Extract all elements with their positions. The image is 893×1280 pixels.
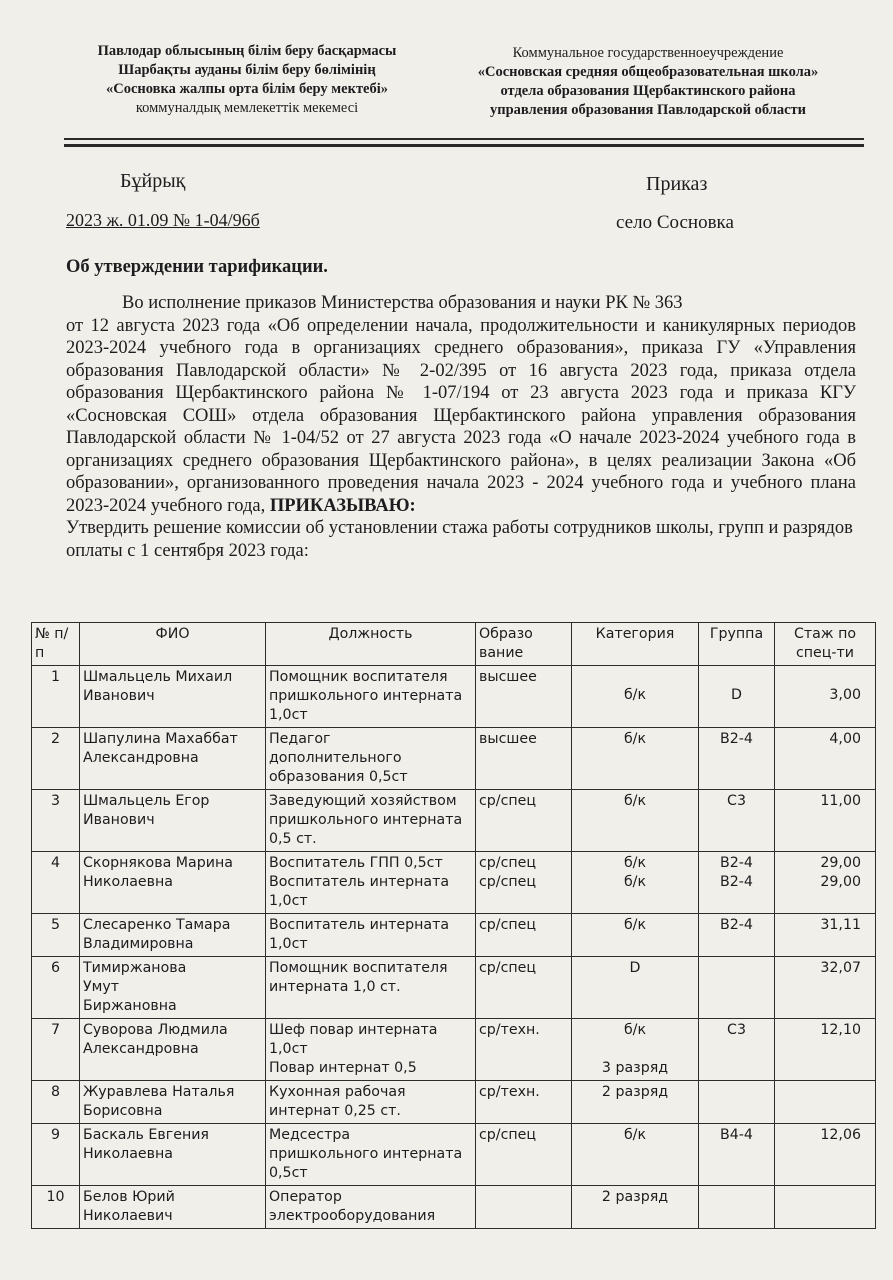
order-word: ПРИКАЗЫВАЮ: [269, 495, 416, 516]
cell-category-line: 3 разряд [601, 1060, 669, 1076]
header-stazh: Стаж по спец-ти [775, 623, 876, 666]
header-kz-line: Шарбақты ауданы білім беру бөлімінің [118, 62, 376, 78]
cell-position-line: Помощник воспитателя [269, 669, 448, 685]
header-ru [428, 44, 868, 120]
order-subject: Об утверждении тарификации. [66, 257, 328, 277]
header-kz-line: «Сосновка жалпы орта білім беру мектебі» [105, 81, 389, 97]
cell-fio [80, 1019, 266, 1081]
cell-category-line: 2 разряд [601, 1084, 669, 1100]
cell-fio [80, 1081, 266, 1124]
cell-stazh-line: 11,00 [820, 793, 861, 809]
cell-category-line: б/к [623, 687, 647, 703]
cell-fio-line: Суворова Людмила [83, 1022, 228, 1038]
cell-position [266, 1081, 476, 1124]
cell-category [572, 914, 699, 957]
cell-stazh [775, 914, 876, 957]
header-num: № п/п [32, 623, 80, 666]
header-fio: ФИО [80, 623, 266, 666]
header-group: Группа [699, 623, 775, 666]
cell-category-line: б/к [623, 731, 647, 747]
cell-position [266, 1124, 476, 1186]
cell-position-line: 0,5ст [269, 1165, 308, 1181]
cell-education [476, 1124, 572, 1186]
cell-position-line: Воспитатель интерната [269, 874, 450, 890]
cell-position [266, 852, 476, 914]
cell-fio [80, 852, 266, 914]
cell-education [476, 1186, 572, 1229]
cell-group-line: В2-4 [720, 874, 753, 890]
cell-education-line: ср/спец [479, 960, 537, 976]
tariff-table [31, 622, 876, 1229]
cell-stazh-line [778, 1188, 861, 1207]
body-intro: Во исполнение приказов Министерства образования и науки РК № 363 [122, 293, 683, 313]
cell-group-line: С3 [727, 793, 746, 809]
cell-group [699, 790, 775, 852]
cell-stazh-line: 31,11 [820, 917, 861, 933]
order-body [66, 292, 856, 562]
cell-fio [80, 1186, 266, 1229]
cell-group-line [702, 1188, 771, 1207]
cell-stazh-line: 12,06 [820, 1127, 861, 1143]
cell-fio-line: Иванович [83, 688, 155, 704]
cell-category-line: б/к [623, 1022, 647, 1038]
cell-stazh [775, 728, 876, 790]
cell-position-line: пришкольного интерната [269, 1146, 463, 1162]
cell-position-line: Воспитатель ГПП 0,5ст [269, 855, 443, 871]
cell-position-line: Педагог [269, 731, 331, 747]
cell-category-line: б/к [623, 855, 647, 871]
cell-position-line: Оператор [269, 1189, 342, 1205]
cell-position-line: Медсестра [269, 1127, 351, 1143]
cell-fio-line: Иванович [83, 812, 155, 828]
cell-stazh [775, 1081, 876, 1124]
cell-fio [80, 790, 266, 852]
table-row [32, 666, 876, 728]
cell-fio-line: Александровна [83, 1041, 199, 1057]
cell-group [699, 728, 775, 790]
cell-position-line: интерната 1,0 ст. [269, 979, 401, 995]
cell-group-line: D [731, 687, 742, 703]
cell-fio-line: Белов Юрий [83, 1189, 175, 1205]
table-body [32, 666, 876, 1229]
cell-position-line: интернат 0,25 ст. [269, 1103, 401, 1119]
cell-category [572, 1124, 699, 1186]
cell-fio-line: Николаевна [83, 874, 173, 890]
cell-education-line: ср/спец [479, 874, 537, 890]
table-row [32, 728, 876, 790]
cell-group [699, 1019, 775, 1081]
cell-group [699, 1186, 775, 1229]
cell-category [572, 1186, 699, 1229]
cell-category [572, 728, 699, 790]
cell-stazh [775, 666, 876, 728]
body-paragraph [66, 315, 856, 518]
table-row [32, 1186, 876, 1229]
cell-position [266, 1019, 476, 1081]
cell-education [476, 728, 572, 790]
table-row [32, 1124, 876, 1186]
header-kz-line: коммуналдық мемлекеттік мекемесі [135, 100, 359, 116]
cell-position-line: 0,5 ст. [269, 831, 317, 847]
cell-group [699, 666, 775, 728]
cell-fio-line: Слесаренко Тамара [83, 917, 231, 933]
order-number: 2023 ж. 01.09 № 1-04/96б [66, 210, 260, 230]
cell-fio-line: Николаевна [83, 1146, 173, 1162]
cell-education-line: ср/техн. [479, 1084, 540, 1100]
cell-num: 2 [32, 728, 80, 790]
cell-group [699, 1081, 775, 1124]
cell-group-line: В2-4 [720, 855, 753, 871]
cell-fio [80, 914, 266, 957]
cell-fio-line: Борисовна [83, 1103, 163, 1119]
cell-fio [80, 1124, 266, 1186]
cell-education [476, 666, 572, 728]
cell-position [266, 790, 476, 852]
cell-num: 6 [32, 957, 80, 1019]
cell-fio [80, 728, 266, 790]
cell-num: 4 [32, 852, 80, 914]
cell-position-line: пришкольного интерната [269, 812, 463, 828]
cell-education [476, 1081, 572, 1124]
cell-fio-line: Шапулина Махаббат [83, 731, 238, 747]
cell-fio-line: Шмальцель Егор [83, 793, 210, 809]
cell-category-line: б/к [623, 793, 647, 809]
cell-fio [80, 666, 266, 728]
cell-position-line: электрооборудования [269, 1208, 436, 1224]
header-rule-thin [64, 138, 864, 140]
body-decision: Утвердить решение комиссии об установлении стажа работы сотрудников школы, групп и разрядов оплаты с 1 сентября 2023 года: [66, 518, 853, 561]
cell-num: 8 [32, 1081, 80, 1124]
table-row [32, 957, 876, 1019]
cell-education [476, 957, 572, 1019]
cell-stazh-line: 12,10 [820, 1022, 861, 1038]
cell-fio-line: Николаевич [83, 1208, 173, 1224]
cell-position-line: Заведующий хозяйством [269, 793, 457, 809]
cell-fio-line: Журавлева Наталья [83, 1084, 235, 1100]
cell-stazh [775, 790, 876, 852]
cell-fio-line: Александровна [83, 750, 199, 766]
cell-category-line: D [629, 960, 641, 976]
header-education: Образо вание [476, 623, 572, 666]
cell-position-line: образования 0,5ст [269, 769, 408, 785]
cell-fio-line: Шмальцель Михаил [83, 669, 233, 685]
cell-num: 10 [32, 1186, 80, 1229]
cell-stazh [775, 1019, 876, 1081]
cell-fio-line: Баскаль Евгения [83, 1127, 209, 1143]
cell-group-line: В2-4 [720, 731, 753, 747]
cell-category [572, 790, 699, 852]
cell-position-line: пришкольного интерната [269, 688, 463, 704]
header-kz [52, 42, 442, 118]
cell-position-line: Повар интернат 0,5 [269, 1060, 417, 1076]
cell-fio [80, 957, 266, 1019]
cell-position [266, 957, 476, 1019]
cell-group-line [702, 1083, 771, 1102]
cell-position-line: Помощник воспитателя [269, 960, 448, 976]
cell-education-line: ср/спец [479, 793, 537, 809]
cell-position-line: 1,0ст [269, 893, 308, 909]
header-ru-line: управления образования Павлодарской области [489, 102, 807, 118]
cell-position-line: Кухонная рабочая [269, 1084, 406, 1100]
header-ru-line: отдела образования Щербактинского района [500, 83, 796, 99]
cell-group [699, 1124, 775, 1186]
cell-stazh [775, 1124, 876, 1186]
cell-position [266, 1186, 476, 1229]
cell-group-line: В4-4 [720, 1127, 753, 1143]
cell-stazh-line: 29,00 [820, 874, 861, 890]
cell-stazh-line [778, 1083, 861, 1102]
cell-education-line: ср/спец [479, 1127, 537, 1143]
header-position: Должность [266, 623, 476, 666]
cell-education-line: ср/техн. [479, 1022, 540, 1038]
table-row [32, 914, 876, 957]
cell-num: 1 [32, 666, 80, 728]
cell-education [476, 1019, 572, 1081]
cell-position [266, 914, 476, 957]
cell-num: 3 [32, 790, 80, 852]
cell-position-line: дополнительного [269, 750, 402, 766]
cell-position [266, 666, 476, 728]
cell-group [699, 957, 775, 1019]
cell-position-line: 1,0ст [269, 707, 308, 723]
cell-group-line: В2-4 [720, 917, 753, 933]
cell-category [572, 852, 699, 914]
cell-category [572, 957, 699, 1019]
cell-stazh [775, 852, 876, 914]
cell-stazh [775, 957, 876, 1019]
header-ru-line: Коммунальное государственноеучреждение [512, 45, 784, 61]
order-place: село Сосновка [616, 212, 734, 233]
cell-education-line: ср/спец [479, 917, 537, 933]
cell-fio-line: Умут [83, 979, 120, 995]
order-title-ru: Приказ [646, 173, 708, 195]
cell-position-line: 1,0ст [269, 1041, 308, 1057]
header-rule-thick [64, 144, 864, 147]
cell-education-line: высшее [479, 731, 537, 747]
cell-education [476, 852, 572, 914]
cell-group-line [702, 959, 771, 978]
cell-category [572, 1081, 699, 1124]
cell-position-line: Воспитатель интерната [269, 917, 450, 933]
cell-group [699, 852, 775, 914]
cell-stazh-line: 32,07 [820, 960, 861, 976]
cell-group [699, 914, 775, 957]
cell-education-line: высшее [479, 669, 537, 685]
cell-category-line: б/к [623, 874, 647, 890]
cell-group-line: С3 [727, 1022, 746, 1038]
cell-education [476, 790, 572, 852]
table-row [32, 790, 876, 852]
cell-stazh-line: 29,00 [820, 855, 861, 871]
table-header-row [32, 623, 876, 666]
table-row [32, 1019, 876, 1081]
cell-education-line [479, 1188, 568, 1207]
table-row [32, 1081, 876, 1124]
cell-category-line: 2 разряд [601, 1189, 669, 1205]
cell-position-line: Шеф повар интерната [269, 1022, 438, 1038]
cell-category-line: б/к [623, 917, 647, 933]
cell-fio-line: Скорнякова Марина [83, 855, 233, 871]
cell-position [266, 728, 476, 790]
cell-stazh-line: 3,00 [829, 687, 861, 703]
cell-category-line: б/к [623, 1127, 647, 1143]
table-row [32, 852, 876, 914]
cell-category [572, 1019, 699, 1081]
cell-education-line: ср/спец [479, 855, 537, 871]
cell-fio-line: Владимировна [83, 936, 194, 952]
cell-num: 5 [32, 914, 80, 957]
header-kz-line: Павлодар облысының білім беру басқармасы [97, 43, 397, 59]
header-ru-line: «Сосновская средняя общеобразовательная школа» [477, 64, 819, 80]
cell-category [572, 666, 699, 728]
body-paragraph-text: от 12 августа 2023 года «Об определении начала, продолжительности и каникулярных периодов 2023-2024 учебного года в организациях среднего образования», приказа ГУ «Управления образования Павлодарской области» № 2-02/395 от 16 августа 2023 года, приказа отдела образования Щербактинского района № 1-07/194 от 23 августа 2023 года и приказа КГУ «Сосновская СОШ» отдела образования Щербактинского района управления образования Павлодарской области № 1-04/52 от 27 августа 2023 года «О начале 2023-2024 учебного года в организациях среднего образования Щербактинского района», в целях реализации Закона «Об образовании», организованного проведения начала 2023 - 2024 учебного года и учебного плана 2023-2024 учебного года, [66, 315, 856, 516]
cell-stazh [775, 1186, 876, 1229]
cell-num: 9 [32, 1124, 80, 1186]
cell-stazh-line: 4,00 [829, 731, 861, 747]
cell-fio-line: Тимиржанова [83, 960, 187, 976]
cell-education [476, 914, 572, 957]
order-title-kz: Бұйрық [120, 170, 186, 192]
cell-num: 7 [32, 1019, 80, 1081]
header-category: Категория [572, 623, 699, 666]
cell-position-line: 1,0ст [269, 936, 308, 952]
cell-fio-line: Биржановна [83, 998, 177, 1014]
cell-category-line [575, 1040, 695, 1059]
